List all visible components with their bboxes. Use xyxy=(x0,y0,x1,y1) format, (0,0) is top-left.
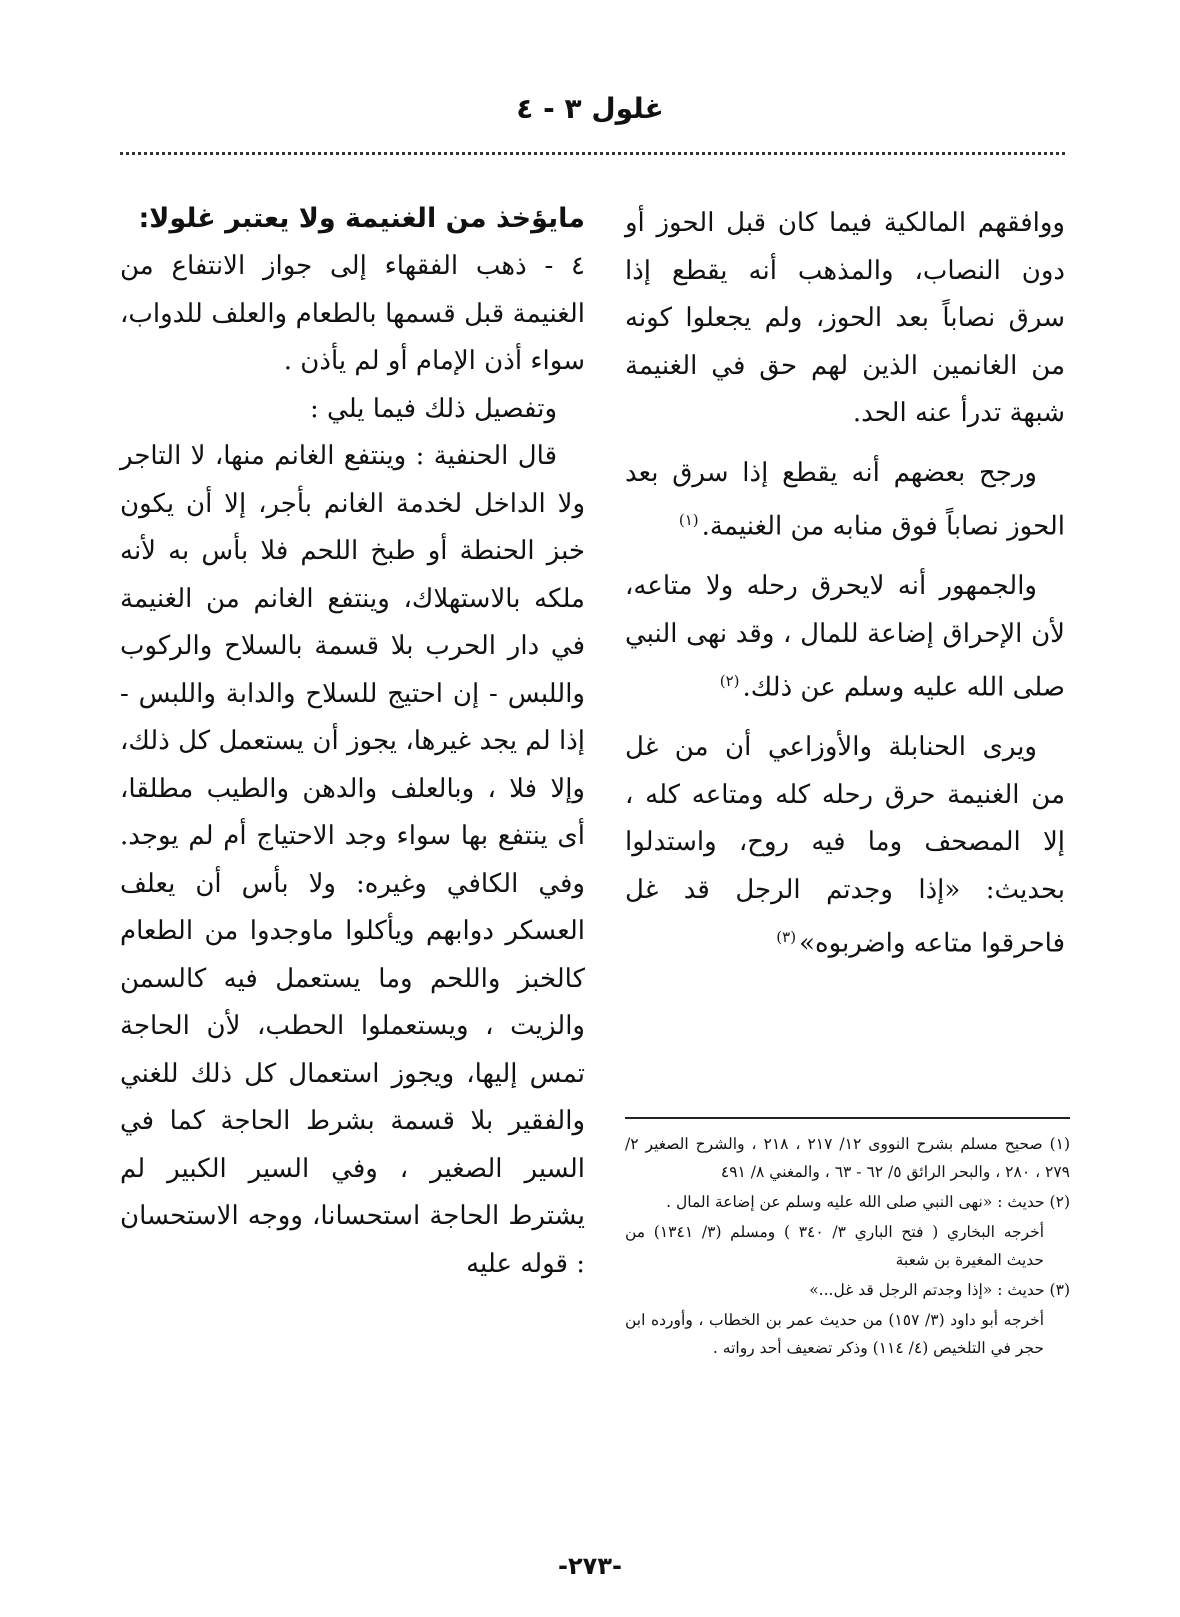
footnote-ref: (١) xyxy=(678,511,699,529)
footnote-item: (٣) حديث : «إذا وجدتم الرجل قد غل...» xyxy=(809,1281,1070,1299)
paragraph xyxy=(625,563,1065,712)
footnote-divider xyxy=(625,1117,1070,1119)
footnote-item: (١) صحيح مسلم بشرح النووى ١٢/ ٢١٧ ، ٢١٨ ، والشرح الصغير ٢/ ٢٧٩ ، ٢٨٠ ، والبحر الرائق ٥/ ٦٢ - ٦٣ ، والمغني ٨/ ٤٩١ xyxy=(625,1135,1071,1181)
paragraph-text: ورجح بعضهم أنه يقطع إذا سرق بعد الحوز نصاباً فوق منابه من الغنيمة. xyxy=(625,457,1065,542)
paragraph: وتفصيل ذلك فيما يلي : xyxy=(310,393,557,424)
footnote-ref: (٢) xyxy=(719,672,740,691)
paragraph-text: ووافقهم المالكية فيما كان قبل الحوز أو دون النصاب، والمذهب أنه يقطع إذا سرق نصاباً بعد الحوز، ولم يجعلوا كونه من الغانمين الذين لهم حق في الغنيمة شبهة تدرأ عنه الحد. xyxy=(625,208,1065,428)
left-column xyxy=(120,195,585,1288)
page-title: غلول ٣ - ٤ xyxy=(516,92,664,125)
footnote-item: أخرجه البخاري ( فتح الباري ٣/ ٣٤٠ ) ومسلم (٣/ ١٣٤١) من حديث المغيرة بن شعبة xyxy=(625,1223,1045,1269)
paragraph-text: ويرى الحنابلة والأوزاعي أن من غل من الغنيمة حرق رحله كله ومتاعه كله ، إلا المصحف وما فيه روح، واستدلوا بحديث: «إذا وجدتم الرجل قد غل فاحرقوا متاعه واضربوه» xyxy=(625,732,1065,959)
section-heading: مايؤخذ من الغنيمة ولا يعتبر غلولا: xyxy=(138,203,585,234)
paragraph xyxy=(625,450,1065,552)
paragraph-text: والجمهور أنه لايحرق رحله ولا متاعه، لأن الإحراق إضاعة للمال ، وقد نهى النبي صلى الله عليه وسلم عن ذلك. xyxy=(625,571,1065,703)
paragraph: قال الحنفية : وينتفع الغانم منها، لا التاجر ولا الداخل لخدمة الغانم بأجر، إلا أن يكون خبز الحنطة أو طبخ اللحم فلا بأس به لأنه ملكه بالاستهلاك، وينتفع الغانم من الغنيمة في دار الحرب بلا قسمة بالسلاح والركوب واللبس - إن احتيج للسلاح والدابة واللبس - إذا لم يجد غيرها، يجوز أن يستعمل كل ذلك، وإلا فلا ، وبالعلف والدهن والطيب مطلقا، أى ينتفع بها سواء وجد الاحتياج أم لم يوجد. وفي الكافي وغيره: ولا بأس أن يعلف العسكر دوابهم ويأكلوا ماوجدوا من الطعام كالخبز واللحم وما يستعمل فيه كالسمن والزيت ، ويستعملوا الحطب، لأن الحاجة تمس إليها، ويجوز استعمال كل ذلك للغني والفقير بلا قسمة بشرط الحاجة كما في السير الصغير ، وفي السير الكبير لم يشترط الحاجة استحسانا، ووجه الاستحسان : قوله عليه xyxy=(120,441,585,1279)
title-divider xyxy=(120,152,1065,155)
paragraph xyxy=(625,200,1065,438)
footnote-item: أخرجه أبو داود (٣/ ١٥٧) من حديث عمر بن الخطاب ، وأورده ابن حجر في التلخيص (٤/ ١١٤) وذكر تضعيف أحد رواته . xyxy=(625,1311,1045,1357)
footnote-item: (٢) حديث : «نهى النبي صلى الله عليه وسلم عن إضاعة المال . xyxy=(666,1193,1070,1211)
paragraph xyxy=(625,724,1065,968)
right-column xyxy=(625,200,1065,980)
paragraph: ٤ - ذهب الفقهاء إلى جواز الانتفاع من الغنيمة قبل قسمها بالطعام والعلف للدواب، سواء أذن الإمام أو لم يأذن . xyxy=(120,251,585,376)
page-number: -٢٧٣- xyxy=(558,1552,622,1580)
footnote-ref: (٣) xyxy=(776,928,797,947)
footnotes xyxy=(625,1130,1070,1364)
